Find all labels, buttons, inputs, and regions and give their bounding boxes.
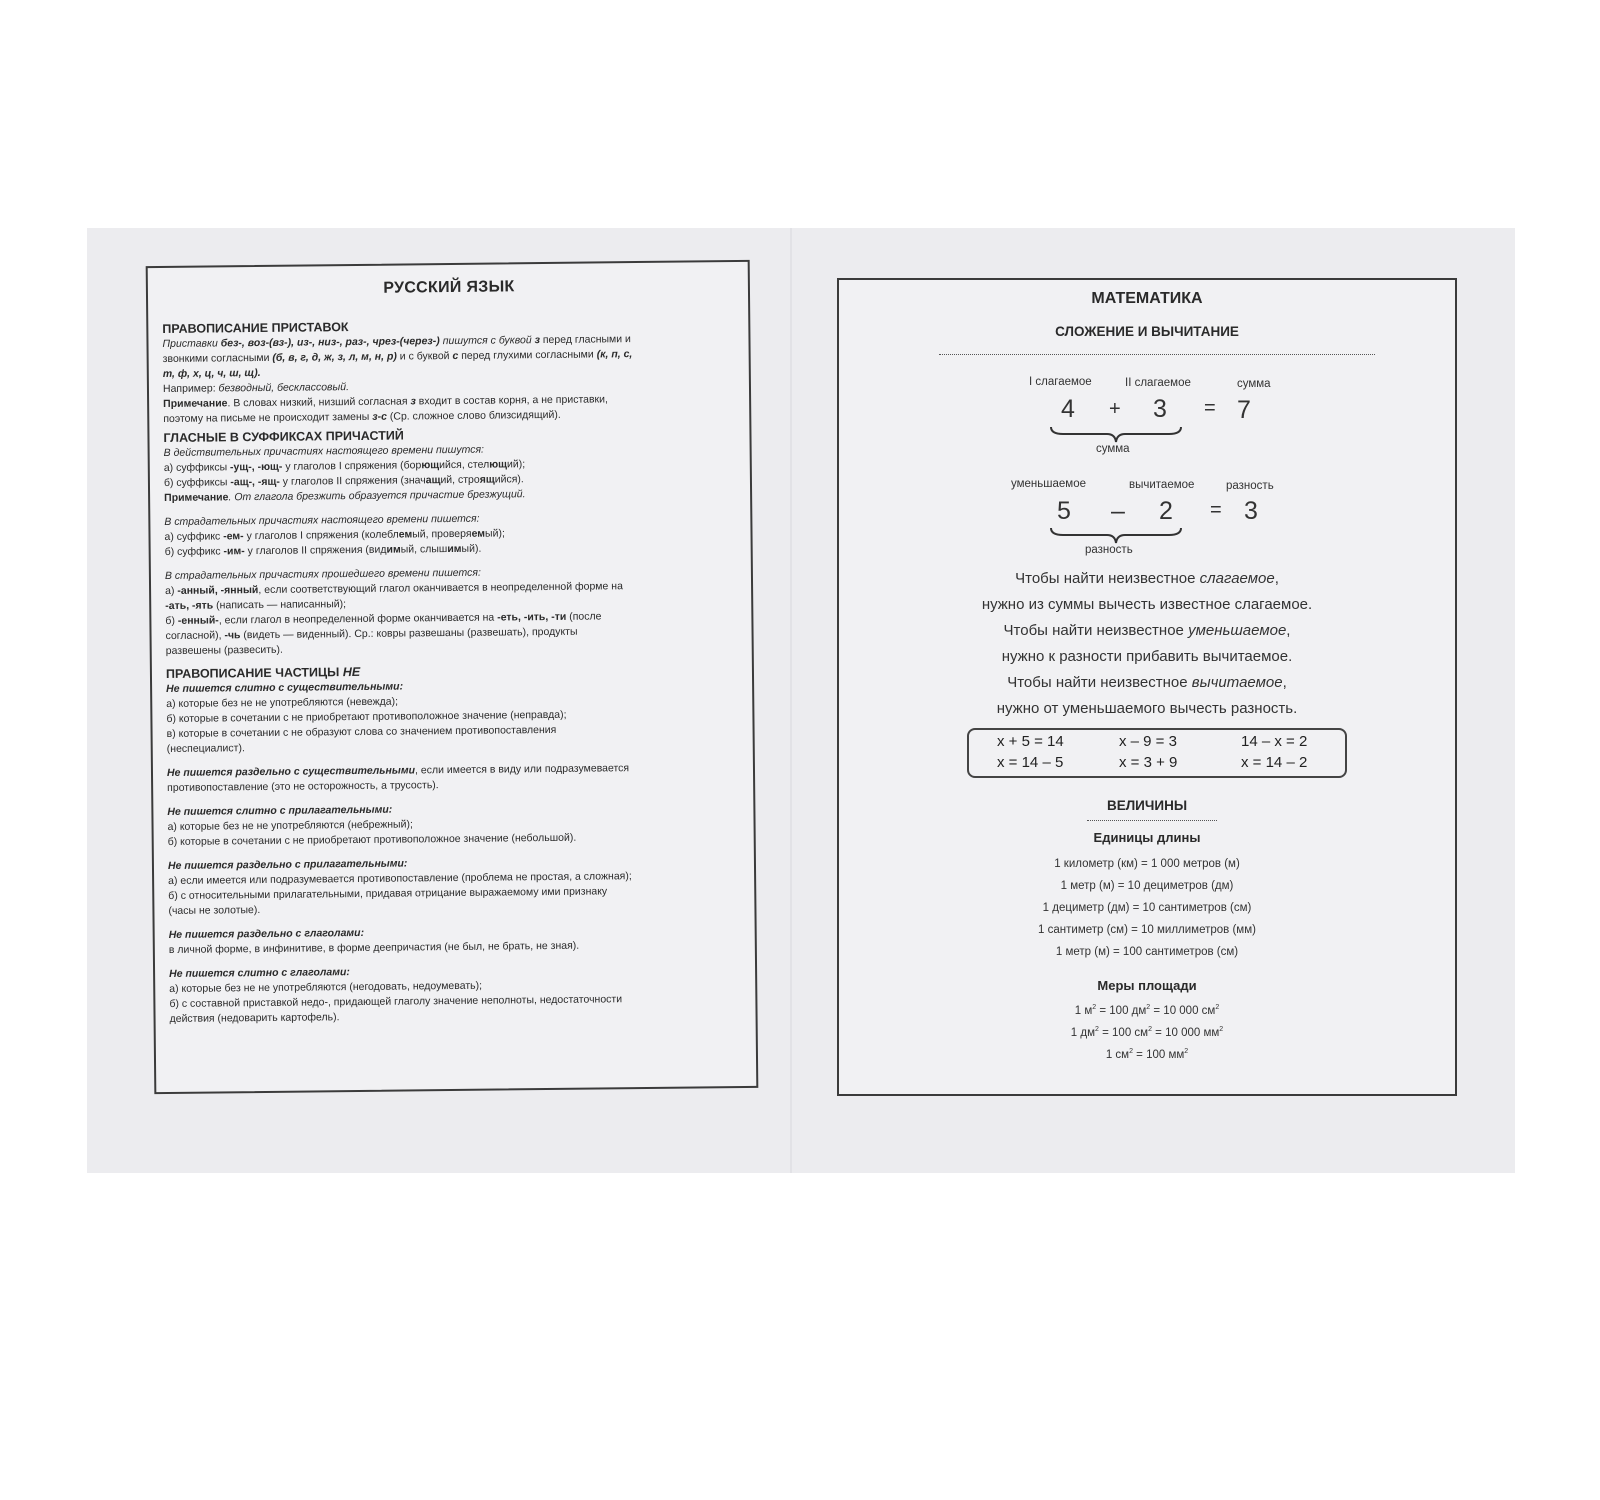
minus-sign: – — [1111, 497, 1125, 525]
equations-box — [967, 728, 1347, 778]
text: 1 см — [1105, 1048, 1130, 1061]
text: . В словах низкий, низший согласная — [227, 395, 411, 410]
paragraph: в личной форме, в инфинитиве, в форме деепричастия (не был, не брать, не зная). — [168, 939, 580, 956]
paragraph: В страдательных причастиях прошедшего времени пишется: — [164, 566, 481, 583]
text: -чь — [224, 629, 241, 642]
text: ащ — [425, 474, 441, 487]
addend1-value: 4 — [1061, 395, 1075, 423]
superscript: 2 — [1092, 1004, 1097, 1011]
section-heading: ПРАВОПИСАНИЕ ПРИСТАВОК — [162, 320, 349, 337]
text: , — [1282, 674, 1287, 691]
text: , если имеется в виду или подразумевается — [414, 762, 630, 777]
paragraph: противопоставление (это не осторожность, а трусость). — [167, 779, 439, 794]
sum-brace-icon — [1049, 425, 1183, 445]
text: вычитаемое — [1191, 674, 1283, 691]
text: 1 дм — [1070, 1026, 1096, 1039]
sum-label: сумма — [1237, 378, 1271, 390]
page-title: МАТЕМАТИКА — [1091, 290, 1203, 307]
text: (Ср. сложное слово близсидящий). — [386, 408, 561, 423]
paragraph: Не пишется раздельно с прилагательными: — [167, 857, 408, 872]
length-unit-line: 1 километр (км) = 1 000 метров (м) — [1054, 858, 1240, 870]
addend1-label: I слагаемое — [1029, 376, 1092, 388]
text: Примечание — [163, 397, 228, 411]
text: Не пишется раздельно с существительными — [166, 764, 416, 779]
text: безводный, бесклассовый. — [218, 381, 350, 395]
text: Чтобы найти неизвестное — [1007, 674, 1192, 691]
text: 1 м — [1074, 1004, 1093, 1017]
text: а) суффикс — [164, 530, 224, 544]
plus-sign: + — [1109, 398, 1121, 420]
area-unit-line — [839, 1026, 1455, 1039]
text: ющ — [489, 458, 508, 471]
paragraph: В страдательных причастиях настоящего времени пишется: — [164, 512, 480, 529]
text: (к, п, с, — [596, 348, 633, 361]
text: , если соответствующий глагол оканчивается в неопределенной форме на — [258, 580, 623, 597]
dotted-divider — [1087, 820, 1217, 821]
russian-language-content — [162, 276, 744, 1027]
superscript: 2 — [1184, 1048, 1189, 1055]
rule-line: нужно из суммы вычесть известное слагаемое. — [981, 596, 1313, 613]
text: , — [1286, 622, 1291, 639]
minuend-label: уменьшаемое — [1011, 478, 1086, 490]
russian-language-panel — [146, 260, 759, 1094]
text: = 100 см — [1098, 1026, 1149, 1039]
equation: x = 14 – 2 — [1241, 754, 1308, 771]
superscript: 2 — [1219, 1026, 1224, 1033]
rule-line — [839, 622, 1455, 639]
text: , если глагол в неопределенной форме оканчивается на — [218, 611, 498, 627]
text: а) суффиксы — [163, 461, 231, 475]
text: без-, воз-(вз-), из-, низ-, раз- — [220, 335, 367, 350]
text: з — [410, 395, 416, 408]
text: ий, стро — [440, 473, 480, 487]
text: согласной), — [165, 629, 225, 642]
equation: x = 3 + 9 — [1119, 754, 1178, 771]
paragraph: б) которые в сочетании с не приобретают противоположное значение (неправда); — [166, 708, 567, 725]
text: у глаголов II спряжения (вид — [244, 543, 387, 558]
length-unit-line: 1 сантиметр (см) = 10 миллиметров (мм) — [1038, 924, 1256, 936]
text: ПРАВОПИСАНИЕ ЧАСТИЦЫ — [165, 665, 343, 681]
equation: x – 9 = 3 — [1119, 733, 1177, 750]
text: слагаемое — [1199, 570, 1275, 587]
text: ый, слыш — [400, 543, 448, 556]
text: з-с — [372, 410, 388, 423]
paragraph: т, ф, х, ц, ч, ш, щ). — [162, 366, 261, 381]
paragraph: Не пишется раздельно с глаголами: — [168, 926, 365, 941]
text: Например: — [162, 382, 219, 396]
text: -им- — [223, 545, 245, 558]
text: ый). — [461, 542, 482, 555]
text: ий); — [506, 458, 526, 471]
paragraph: (неспециалист). — [166, 742, 245, 755]
text: -анный, -янный — [177, 584, 259, 597]
text: ийся). — [494, 473, 524, 486]
text: с — [452, 349, 459, 362]
text: ем — [398, 528, 413, 541]
area-unit-line — [839, 1048, 1455, 1061]
subtrahend-value: 2 — [1159, 497, 1173, 525]
text: -енный- — [177, 614, 219, 627]
equation: x + 5 = 14 — [997, 733, 1064, 750]
text: Приставки — [162, 337, 221, 351]
difference-brace-label: разность — [1085, 544, 1133, 556]
text: , чрез-(через-) — [366, 335, 440, 348]
paragraph: а) которые без не не употребляются (невежда); — [166, 695, 399, 710]
paragraph: а) которые без не не употребляются (негодовать, недоумевать); — [169, 979, 483, 995]
section-heading: СЛОЖЕНИЕ И ВЫЧИТАНИЕ — [1055, 324, 1239, 339]
text: з — [534, 334, 540, 347]
paragraph: Не пишется слитно с прилагательными: — [167, 803, 393, 818]
text: = 100 дм — [1096, 1004, 1147, 1017]
text: поэтому на письме не происходит замены — [163, 410, 373, 426]
math-panel — [837, 278, 1457, 1096]
text: ющ — [421, 459, 440, 472]
text: б) суффиксы — [163, 476, 231, 490]
sum-value: 7 — [1237, 396, 1251, 424]
text: входит в состав корня, а не приставки, — [415, 393, 608, 408]
length-unit-line: 1 метр (м) = 10 дециметров (дм) — [1060, 880, 1234, 892]
difference-brace-icon — [1049, 526, 1183, 546]
length-unit-line: 1 метр (м) = 100 сантиметров (см) — [1055, 946, 1239, 958]
text: -ать, -ять — [165, 599, 214, 612]
paragraph: б) которые в сочетании с не приобретают противоположное значение (небольшой). — [167, 831, 577, 848]
rule-line — [839, 674, 1455, 691]
equals-sign: = — [1210, 499, 1222, 521]
text: (написать — написанный); — [213, 598, 347, 612]
equation: x = 14 – 5 — [997, 754, 1064, 771]
text: пишутся с буквой — [439, 334, 535, 348]
rule-line — [839, 570, 1455, 587]
addend2-label: II слагаемое — [1125, 377, 1191, 389]
text: Чтобы найти неизвестное — [1015, 570, 1200, 587]
rule-line: нужно от уменьшаемого вычесть разность. — [996, 700, 1298, 717]
subsection-heading: Меры площади — [1097, 978, 1197, 993]
booklet-spine — [790, 228, 792, 1173]
text: , — [1274, 570, 1279, 587]
rule-line: нужно к разности прибавить вычитаемое. — [1001, 648, 1293, 665]
text: и с буквой — [396, 349, 453, 363]
text: = 10 000 мм — [1151, 1026, 1220, 1039]
page-title: РУССКИЙ ЯЗЫК — [383, 278, 515, 297]
superscript: 2 — [1129, 1048, 1133, 1055]
paragraph: б) с относительными прилагательными, придавая отрицание выражаемому ими признаку — [168, 885, 608, 902]
text: звонкими согласными — [162, 351, 273, 366]
text: = 100 мм — [1132, 1048, 1185, 1061]
difference-label: разность — [1226, 480, 1274, 492]
text: у глаголов I спряжения (колебл — [243, 528, 399, 543]
length-unit-line: 1 дециметр (дм) = 10 сантиметров (см) — [1042, 902, 1252, 914]
text: -ущ-, -ющ- — [229, 460, 283, 474]
text: перед глухими согласными — [458, 348, 597, 362]
text: -ем- — [223, 530, 244, 543]
text: НЕ — [342, 664, 361, 680]
equals-sign: = — [1204, 397, 1216, 419]
text: -еть, -ить, -ти — [497, 610, 567, 624]
text: ийся, стел — [439, 458, 490, 472]
text: Чтобы найти неизвестное — [1003, 622, 1189, 639]
text: ящ — [479, 473, 495, 486]
text: у глаголов I спряжения (бор — [282, 459, 422, 473]
section-heading: ГЛАСНЫЕ В СУФФИКСАХ ПРИЧАСТИЙ — [163, 428, 404, 446]
paragraph: действия (недоварить картофель). — [169, 1011, 340, 1025]
paragraph: (часы не золотые). — [168, 904, 261, 917]
paragraph: В действительных причастиях настоящего времени пишутся: — [163, 443, 485, 460]
area-unit-line — [839, 1004, 1455, 1017]
addend2-value: 3 — [1153, 395, 1167, 423]
text: им — [447, 542, 462, 556]
paragraph: а) если имеется или подразумевается противопоставление (проблема не простая, а сложная); — [168, 870, 632, 887]
paragraph: Не пишется слитно с существительными: — [166, 680, 404, 695]
superscript: 2 — [1146, 1004, 1151, 1011]
text: -ащ-, -ящ- — [230, 475, 280, 489]
text: = 10 000 см — [1150, 1004, 1216, 1017]
text: уменьшаемое — [1188, 622, 1287, 639]
paragraph: а) которые без не не употребляются (небрежный); — [167, 818, 413, 833]
text: ый, проверя — [412, 527, 472, 541]
text: (после — [566, 610, 602, 623]
text: . От глагола брезжить образуется причастие брезжущий. — [228, 488, 526, 504]
paragraph: Не пишется слитно с глаголами: — [169, 966, 350, 980]
sum-brace-label: сумма — [1096, 443, 1130, 455]
text: б) суффикс — [164, 545, 224, 559]
text: им — [386, 543, 401, 556]
text: (видеть — виденный). Ср.: ковры развешаны (развешать), продукты — [240, 625, 578, 642]
minuend-value: 5 — [1057, 497, 1071, 525]
text: (б, в, г, д, ж, з, л, м, н, р) — [272, 350, 397, 364]
text: б) — [165, 614, 178, 627]
text: ый); — [484, 527, 505, 540]
text: а) — [165, 584, 178, 597]
dotted-divider — [939, 354, 1375, 355]
superscript: 2 — [1215, 1004, 1220, 1011]
superscript: 2 — [1095, 1026, 1099, 1033]
subtrahend-label: вычитаемое — [1129, 479, 1195, 491]
text: Примечание — [164, 491, 229, 505]
text: у глаголов II спряжения (знач — [279, 474, 426, 488]
paragraph: развешены (развесить). — [165, 643, 283, 657]
equation: 14 – x = 2 — [1241, 733, 1308, 750]
paragraph: в) которые в сочетании с не образуют слова со значением противопоставления — [166, 723, 557, 740]
text: ем — [471, 527, 486, 540]
difference-value: 3 — [1244, 497, 1258, 525]
subsection-heading: Единицы длины — [1093, 830, 1201, 845]
text: перед гласными и — [539, 333, 631, 347]
superscript: 2 — [1148, 1026, 1152, 1033]
section-heading: ВЕЛИЧИНЫ — [1106, 798, 1188, 813]
paragraph: б) с составной приставкой недо-, придающей глаголу значение неполноты, недостаточности — [169, 993, 623, 1010]
